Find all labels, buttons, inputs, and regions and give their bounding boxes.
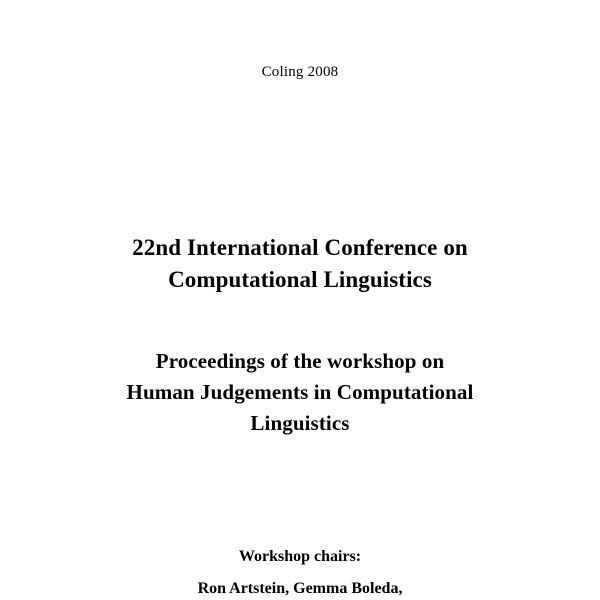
workshop-chairs-label: Workshop chairs: [238,548,362,565]
proceedings-title-line-2: Human Judgements in Computational [126,380,474,404]
conference-title-line-2: Computational Linguistics [168,267,432,292]
conference-series-label: Coling 2008 [261,64,339,80]
workshop-chairs-names [0,578,600,600]
proceedings-title [0,346,600,439]
conference-title-line-1: 22nd International Conference on [132,235,468,260]
conference-title [0,232,600,296]
proceedings-title-line-1: Proceedings of the workshop on [155,349,445,373]
proceedings-title-line-3: Linguistics [250,411,350,435]
workshop-chairs-names-line-1: Ron Artstein, Gemma Boleda, [197,580,403,597]
